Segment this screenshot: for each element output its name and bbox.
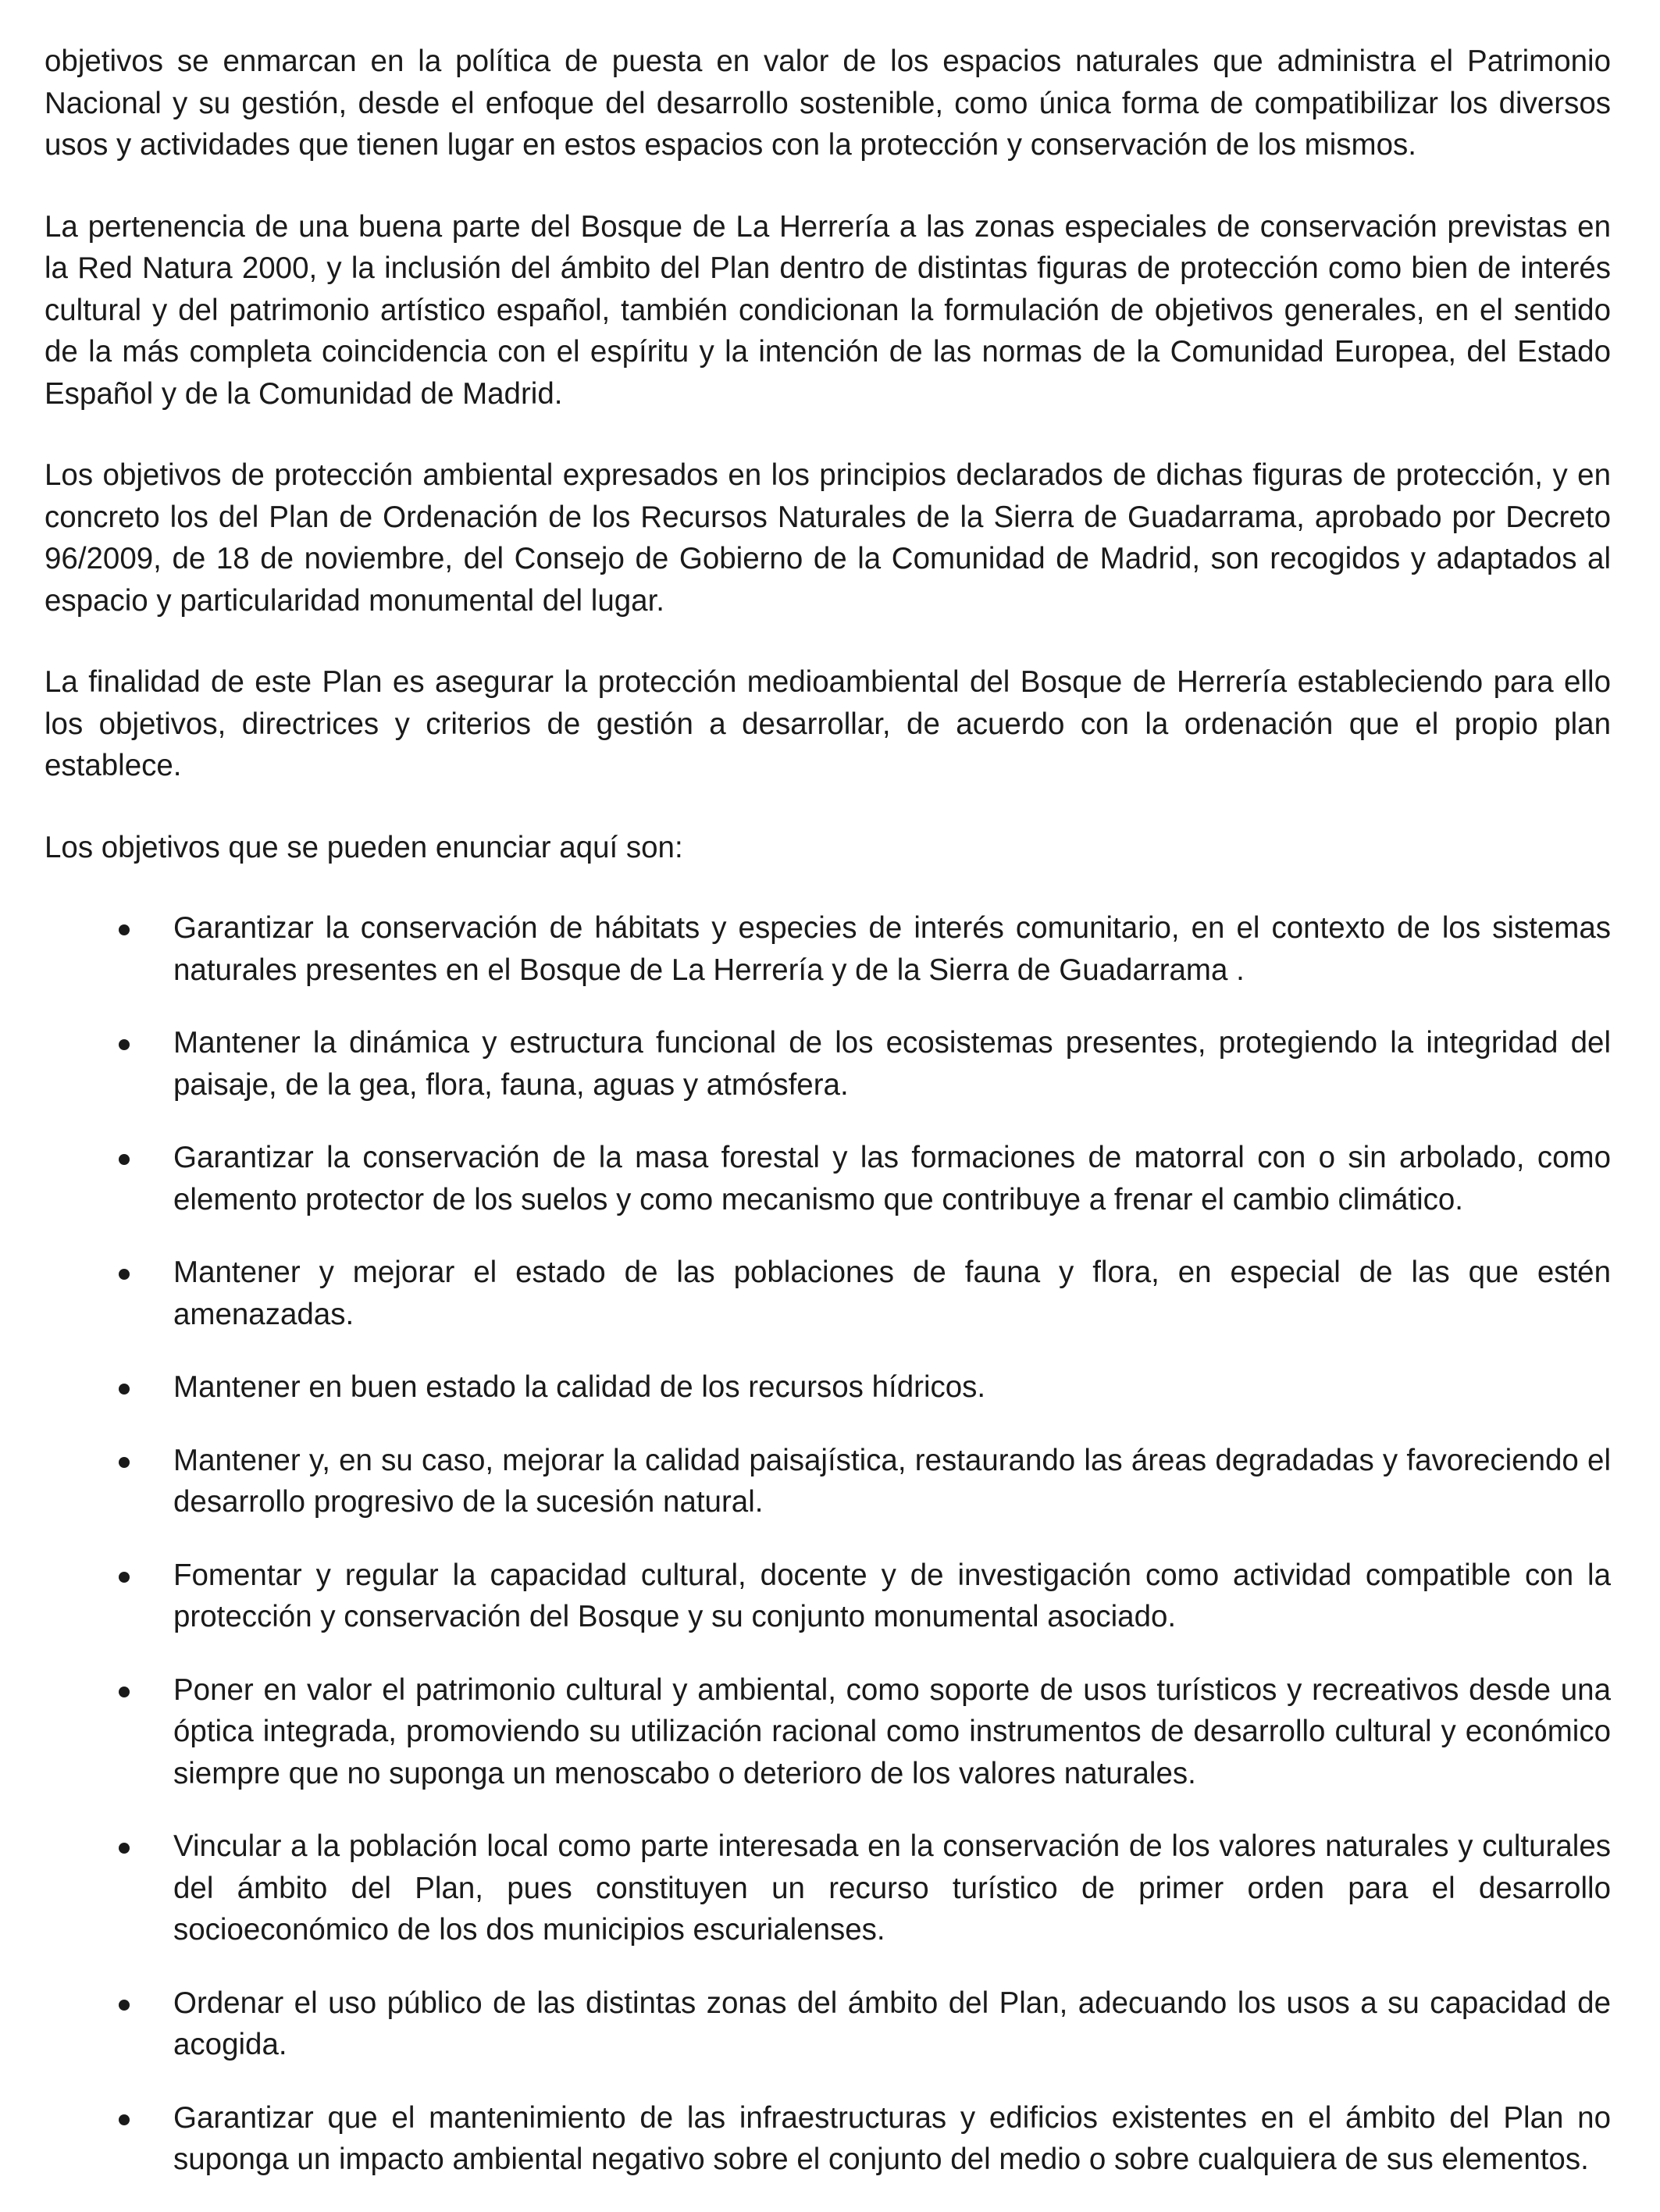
paragraph-finalidad-plan: La finalidad de este Plan es asegurar la protección medioambiental del Bosque de Herrería estableciendo para ello los objetivos, directrices y criterios de gestión a desarrollar, de acuerdo con la ordenación que el propio plan establece. — [45, 665, 1611, 782]
bullet-icon — [119, 1843, 130, 1854]
bullet-icon — [119, 1572, 130, 1583]
list-item-text: Fomentar y regular la capacidad cultural, docente y de investigación como actividad compatible con la protección y conservación del Bosque y su conjunto monumental asociado. — [173, 1558, 1611, 1633]
document-page — [45, 41, 1611, 2212]
bullet-icon — [119, 2114, 130, 2125]
objectives-list — [45, 907, 1611, 2181]
list-item — [45, 907, 1611, 991]
bullet-icon — [119, 1457, 130, 1468]
list-item-text: Vincular a la población local como parte interesada en la conservación de los valores naturales y culturales del ámbito del Plan, pues constituyen un recurso turístico de primer orden para el desarrollo socioeconómico de los dos municipios escurialenses. — [173, 1829, 1611, 1947]
list-item — [45, 1669, 1611, 1795]
list-item — [45, 1022, 1611, 1106]
bullet-icon — [119, 2000, 130, 2011]
list-item-text: Mantener y, en su caso, mejorar la calidad paisajística, restaurando las áreas degradadas y favoreciendo el desarrollo progresivo de la sucesión natural. — [173, 1443, 1611, 1519]
list-item-text: Mantener en buen estado la calidad de los recursos hídricos. — [173, 1370, 986, 1404]
list-item-text: Garantizar la conservación de hábitats y especies de interés comunitario, en el contexto de los sistemas naturales presentes en el Bosque de La Herrería y de la Sierra de Guadarrama . — [173, 911, 1611, 987]
list-item — [45, 1252, 1611, 1335]
list-item — [45, 1982, 1611, 2066]
bullet-icon — [119, 1687, 130, 1697]
list-item — [45, 1137, 1611, 1220]
list-item — [45, 2097, 1611, 2181]
list-item-text: Garantizar que el mantenimiento de las infraestructuras y edificios existentes en el ámbito del Plan no suponga un impacto ambiental negativo sobre el conjunto del medio o sobre cualquiera de sus elementos. — [173, 2100, 1611, 2176]
list-item — [45, 1366, 1611, 1409]
bullet-icon — [119, 1154, 130, 1165]
list-item — [45, 1826, 1611, 1951]
list-item — [45, 1440, 1611, 1523]
list-item-text: Mantener la dinámica y estructura funcional de los ecosistemas presentes, protegiendo la integridad del paisaje, de la gea, flora, fauna, aguas y atmósfera. — [173, 1026, 1611, 1102]
list-item-text: Ordenar el uso público de las distintas zonas del ámbito del Plan, adecuando los usos a su capacidad de acogida. — [173, 1986, 1611, 2061]
bullet-icon — [119, 1384, 130, 1395]
bullet-icon — [119, 1269, 130, 1280]
list-item — [45, 1555, 1611, 1638]
list-item-text: Mantener y mejorar el estado de las poblaciones de fauna y flora, en especial de las que estén amenazadas. — [173, 1256, 1611, 1331]
bullet-icon — [119, 924, 130, 935]
list-item-text: Garantizar la conservación de la masa forestal y las formaciones de matorral con o sin arbolado, como elemento protector de los suelos y como mecanismo que contribuye a frenar el cambio climático. — [173, 1141, 1611, 1216]
paragraph-proteccion-ambiental: Los objetivos de protección ambiental expresados en los principios declarados de dichas figuras de protección, y en concreto los del Plan de Ordenación de los Recursos Naturales de la Sierra de Guadarrama, aprobado por Decreto 96/2009, de 18 de noviembre, del Consejo de Gobierno de la Comunidad de Madrid, son recogidos y adaptados al espacio y particularidad monumental del lugar. — [45, 458, 1611, 618]
list-item-text: Poner en valor el patrimonio cultural y ambiental, como soporte de usos turísticos y recreativos desde una óptica integrada, promoviendo su utilización racional como instrumentos de desarrollo cultural y económico siempre que no suponga un menoscabo o deterioro de los valores naturales. — [173, 1672, 1611, 1790]
paragraph-red-natura: La pertenencia de una buena parte del Bosque de La Herrería a las zonas especiales de conservación previstas en la Red Natura 2000, y la inclusión del ámbito del Plan dentro de distintas figuras de protección como bien de interés cultural y del patrimonio artístico español, también condicionan la formulación de objetivos generales, en el sentido de la más completa coincidencia con el espíritu y la intención de las normas de la Comunidad Europea, del Estado Español y de la Comunidad de Madrid. — [45, 209, 1611, 411]
bullet-icon — [119, 1039, 130, 1050]
list-intro: Los objetivos que se pueden enunciar aquí son: — [45, 830, 683, 864]
paragraph-objetivos-enmarcan: objetivos se enmarcan en la política de puesta en valor de los espacios naturales que administra el Patrimonio Nacional y su gestión, desde el enfoque del desarrollo sostenible, como única forma de compatibilizar los diversos usos y actividades que tienen lugar en estos espacios con la protección y conservación de los mismos. — [45, 45, 1611, 162]
